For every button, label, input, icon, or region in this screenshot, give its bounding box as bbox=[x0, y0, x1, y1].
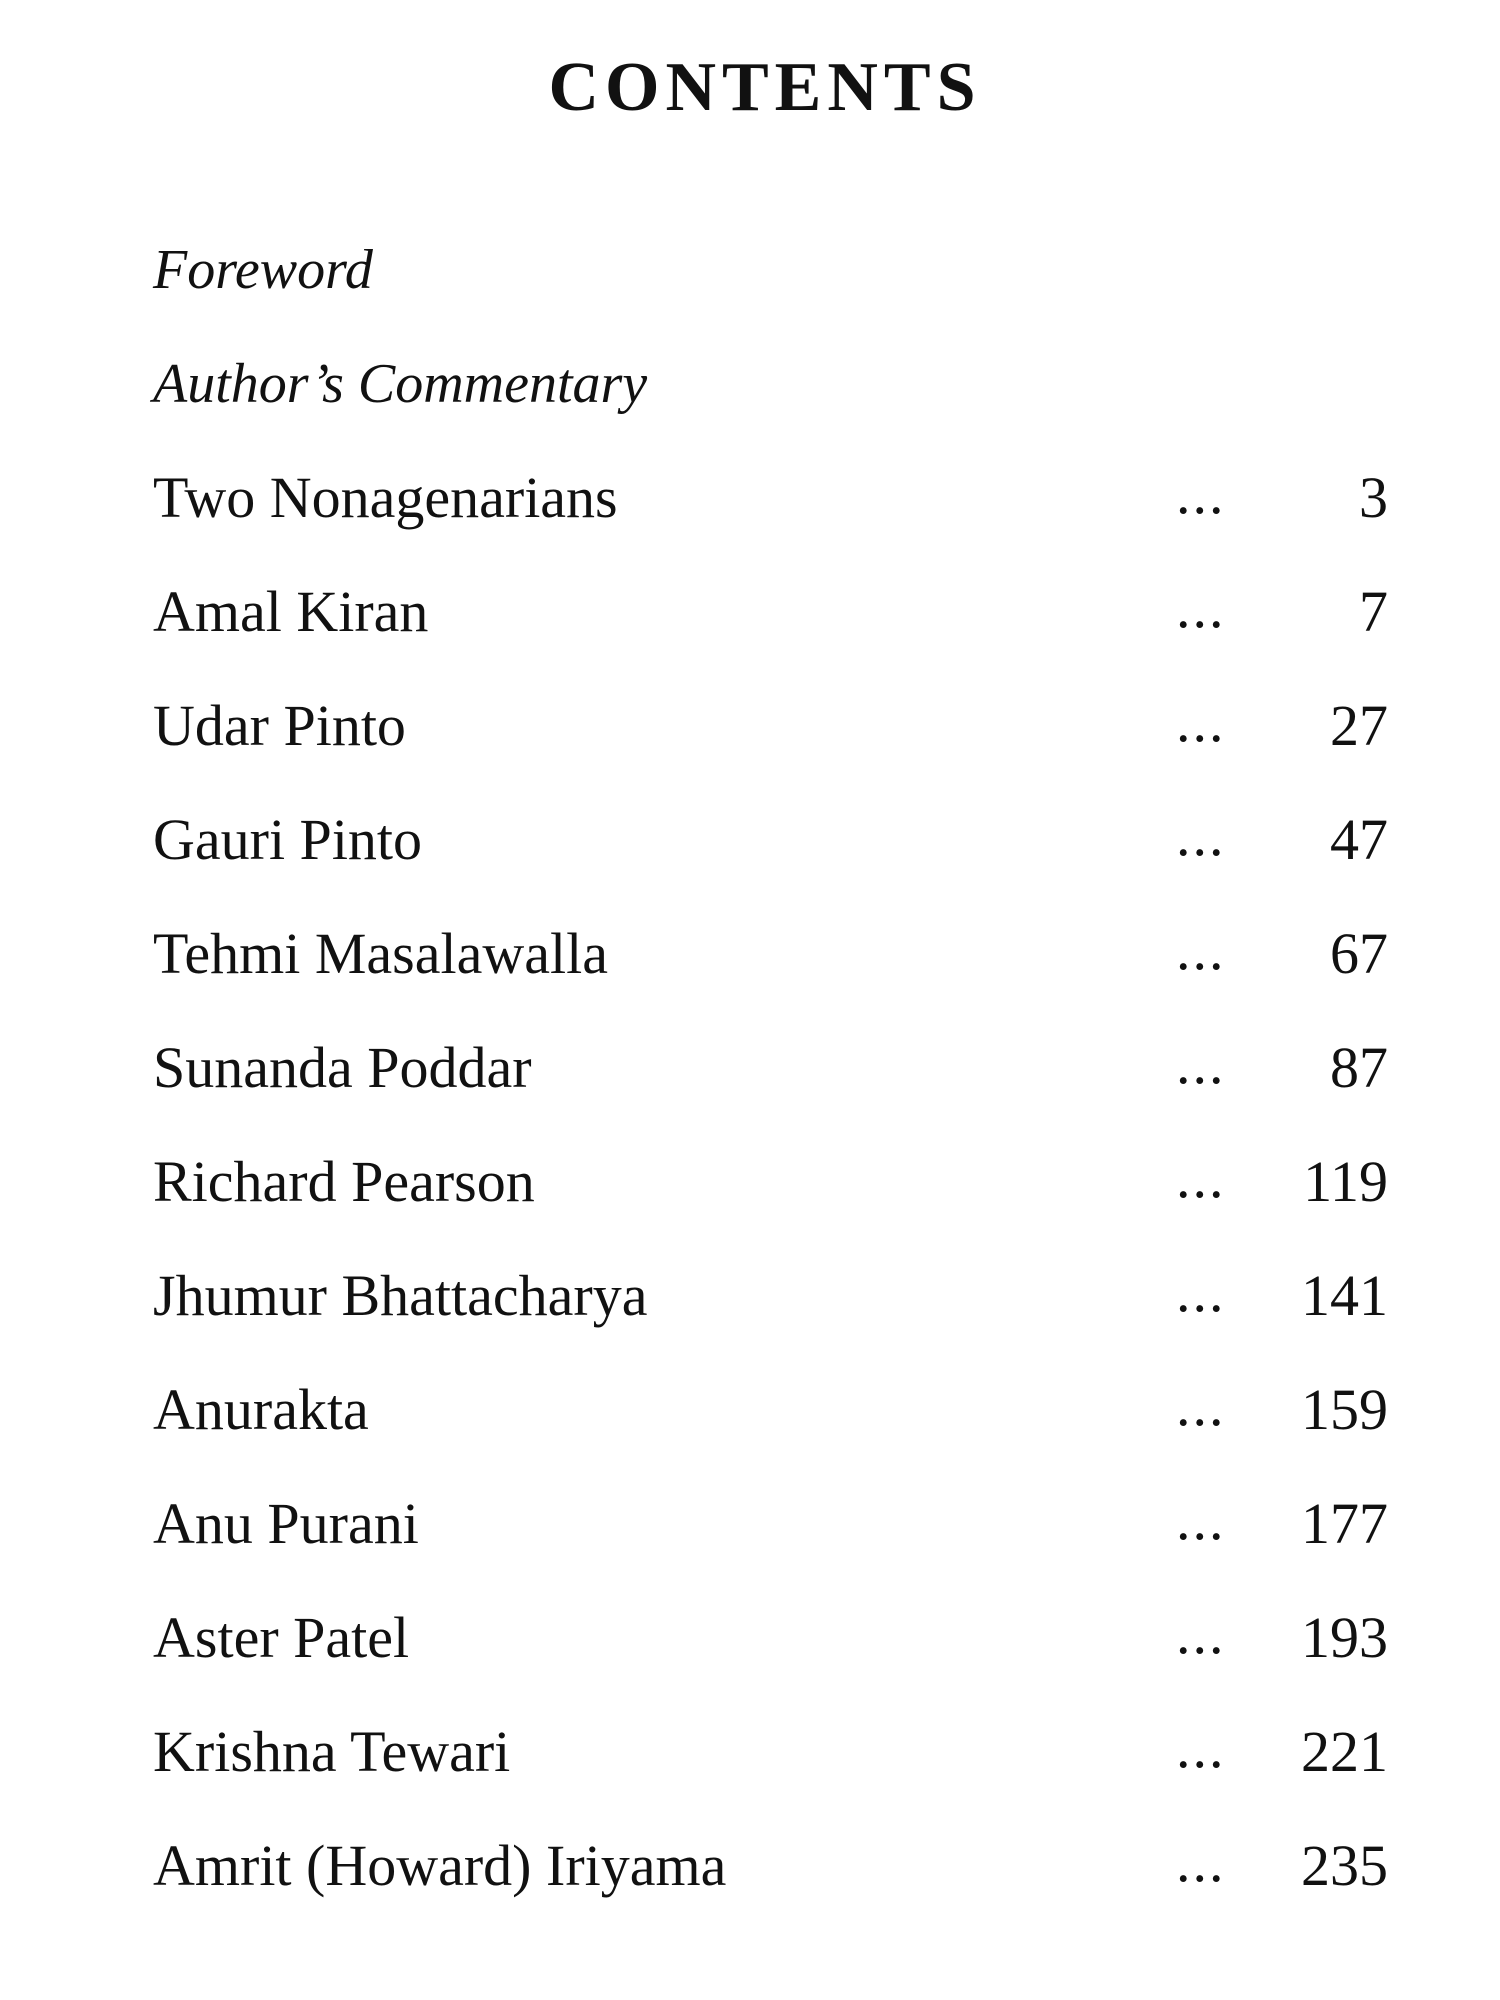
dot-leader: ... bbox=[1176, 917, 1226, 982]
toc-entry bbox=[153, 803, 1388, 924]
entry-title: Gauri Pinto bbox=[153, 807, 423, 872]
entry-title: Two Nonagenarians bbox=[153, 465, 618, 530]
toc-entry bbox=[153, 1487, 1388, 1608]
page-number: 141 bbox=[1301, 1263, 1388, 1328]
dot-leader: ... bbox=[1176, 1373, 1226, 1438]
page-number: 67 bbox=[1330, 921, 1388, 986]
page-number: 235 bbox=[1301, 1833, 1388, 1898]
page-number: 221 bbox=[1301, 1719, 1388, 1784]
entry-title: Krishna Tewari bbox=[153, 1719, 511, 1784]
entry-title: Amrit (Howard) Iriyama bbox=[153, 1833, 727, 1898]
toc-entry bbox=[153, 1373, 1388, 1494]
entry-title: Jhumur Bhattacharya bbox=[153, 1263, 648, 1328]
entry-title: Anu Purani bbox=[153, 1491, 419, 1556]
entry-title: Richard Pearson bbox=[153, 1149, 535, 1214]
dot-leader: ... bbox=[1176, 1829, 1226, 1894]
toc-entry bbox=[153, 575, 1388, 696]
page-number: 193 bbox=[1301, 1605, 1388, 1670]
entry-title: Amal Kiran bbox=[153, 579, 429, 644]
dot-leader: ... bbox=[1176, 803, 1226, 868]
foreword-entry: Foreword bbox=[153, 239, 373, 301]
toc-entry bbox=[153, 1145, 1388, 1266]
dot-leader: ... bbox=[1176, 1145, 1226, 1210]
dot-leader: ... bbox=[1176, 1487, 1226, 1552]
page-number: 3 bbox=[1359, 465, 1388, 530]
dot-leader: ... bbox=[1176, 689, 1226, 754]
entry-title: Udar Pinto bbox=[153, 693, 406, 758]
entry-title: Aster Patel bbox=[153, 1605, 410, 1670]
entry-title: Anurakta bbox=[153, 1377, 369, 1442]
entry-title: Tehmi Masalawalla bbox=[153, 921, 608, 986]
page-number: 7 bbox=[1359, 579, 1388, 644]
page-number: 119 bbox=[1303, 1149, 1388, 1214]
dot-leader: ... bbox=[1176, 1259, 1226, 1324]
page-number: 159 bbox=[1301, 1377, 1388, 1442]
toc-entry bbox=[153, 461, 1388, 582]
dot-leader: ... bbox=[1176, 1715, 1226, 1780]
entry-title: Sunanda Poddar bbox=[153, 1035, 532, 1100]
page-number: 87 bbox=[1330, 1035, 1388, 1100]
toc-entry bbox=[153, 1031, 1388, 1152]
toc-entry bbox=[153, 1829, 1388, 1950]
dot-leader: ... bbox=[1176, 1031, 1226, 1096]
dot-leader: ... bbox=[1176, 461, 1226, 526]
toc-entry bbox=[153, 917, 1388, 1038]
page-number: 177 bbox=[1301, 1491, 1388, 1556]
page-title: CONTENTS bbox=[548, 49, 982, 126]
table-of-contents bbox=[153, 461, 1388, 1950]
toc-entry bbox=[153, 1715, 1388, 1836]
page-number: 27 bbox=[1330, 693, 1388, 758]
toc-entry bbox=[153, 689, 1388, 810]
authors-commentary-entry: Author’s Commentary bbox=[153, 353, 648, 415]
dot-leader: ... bbox=[1176, 1601, 1226, 1666]
toc-entry bbox=[153, 1601, 1388, 1722]
toc-entry bbox=[153, 1259, 1388, 1380]
page-number: 47 bbox=[1330, 807, 1388, 872]
dot-leader: ... bbox=[1176, 575, 1226, 640]
